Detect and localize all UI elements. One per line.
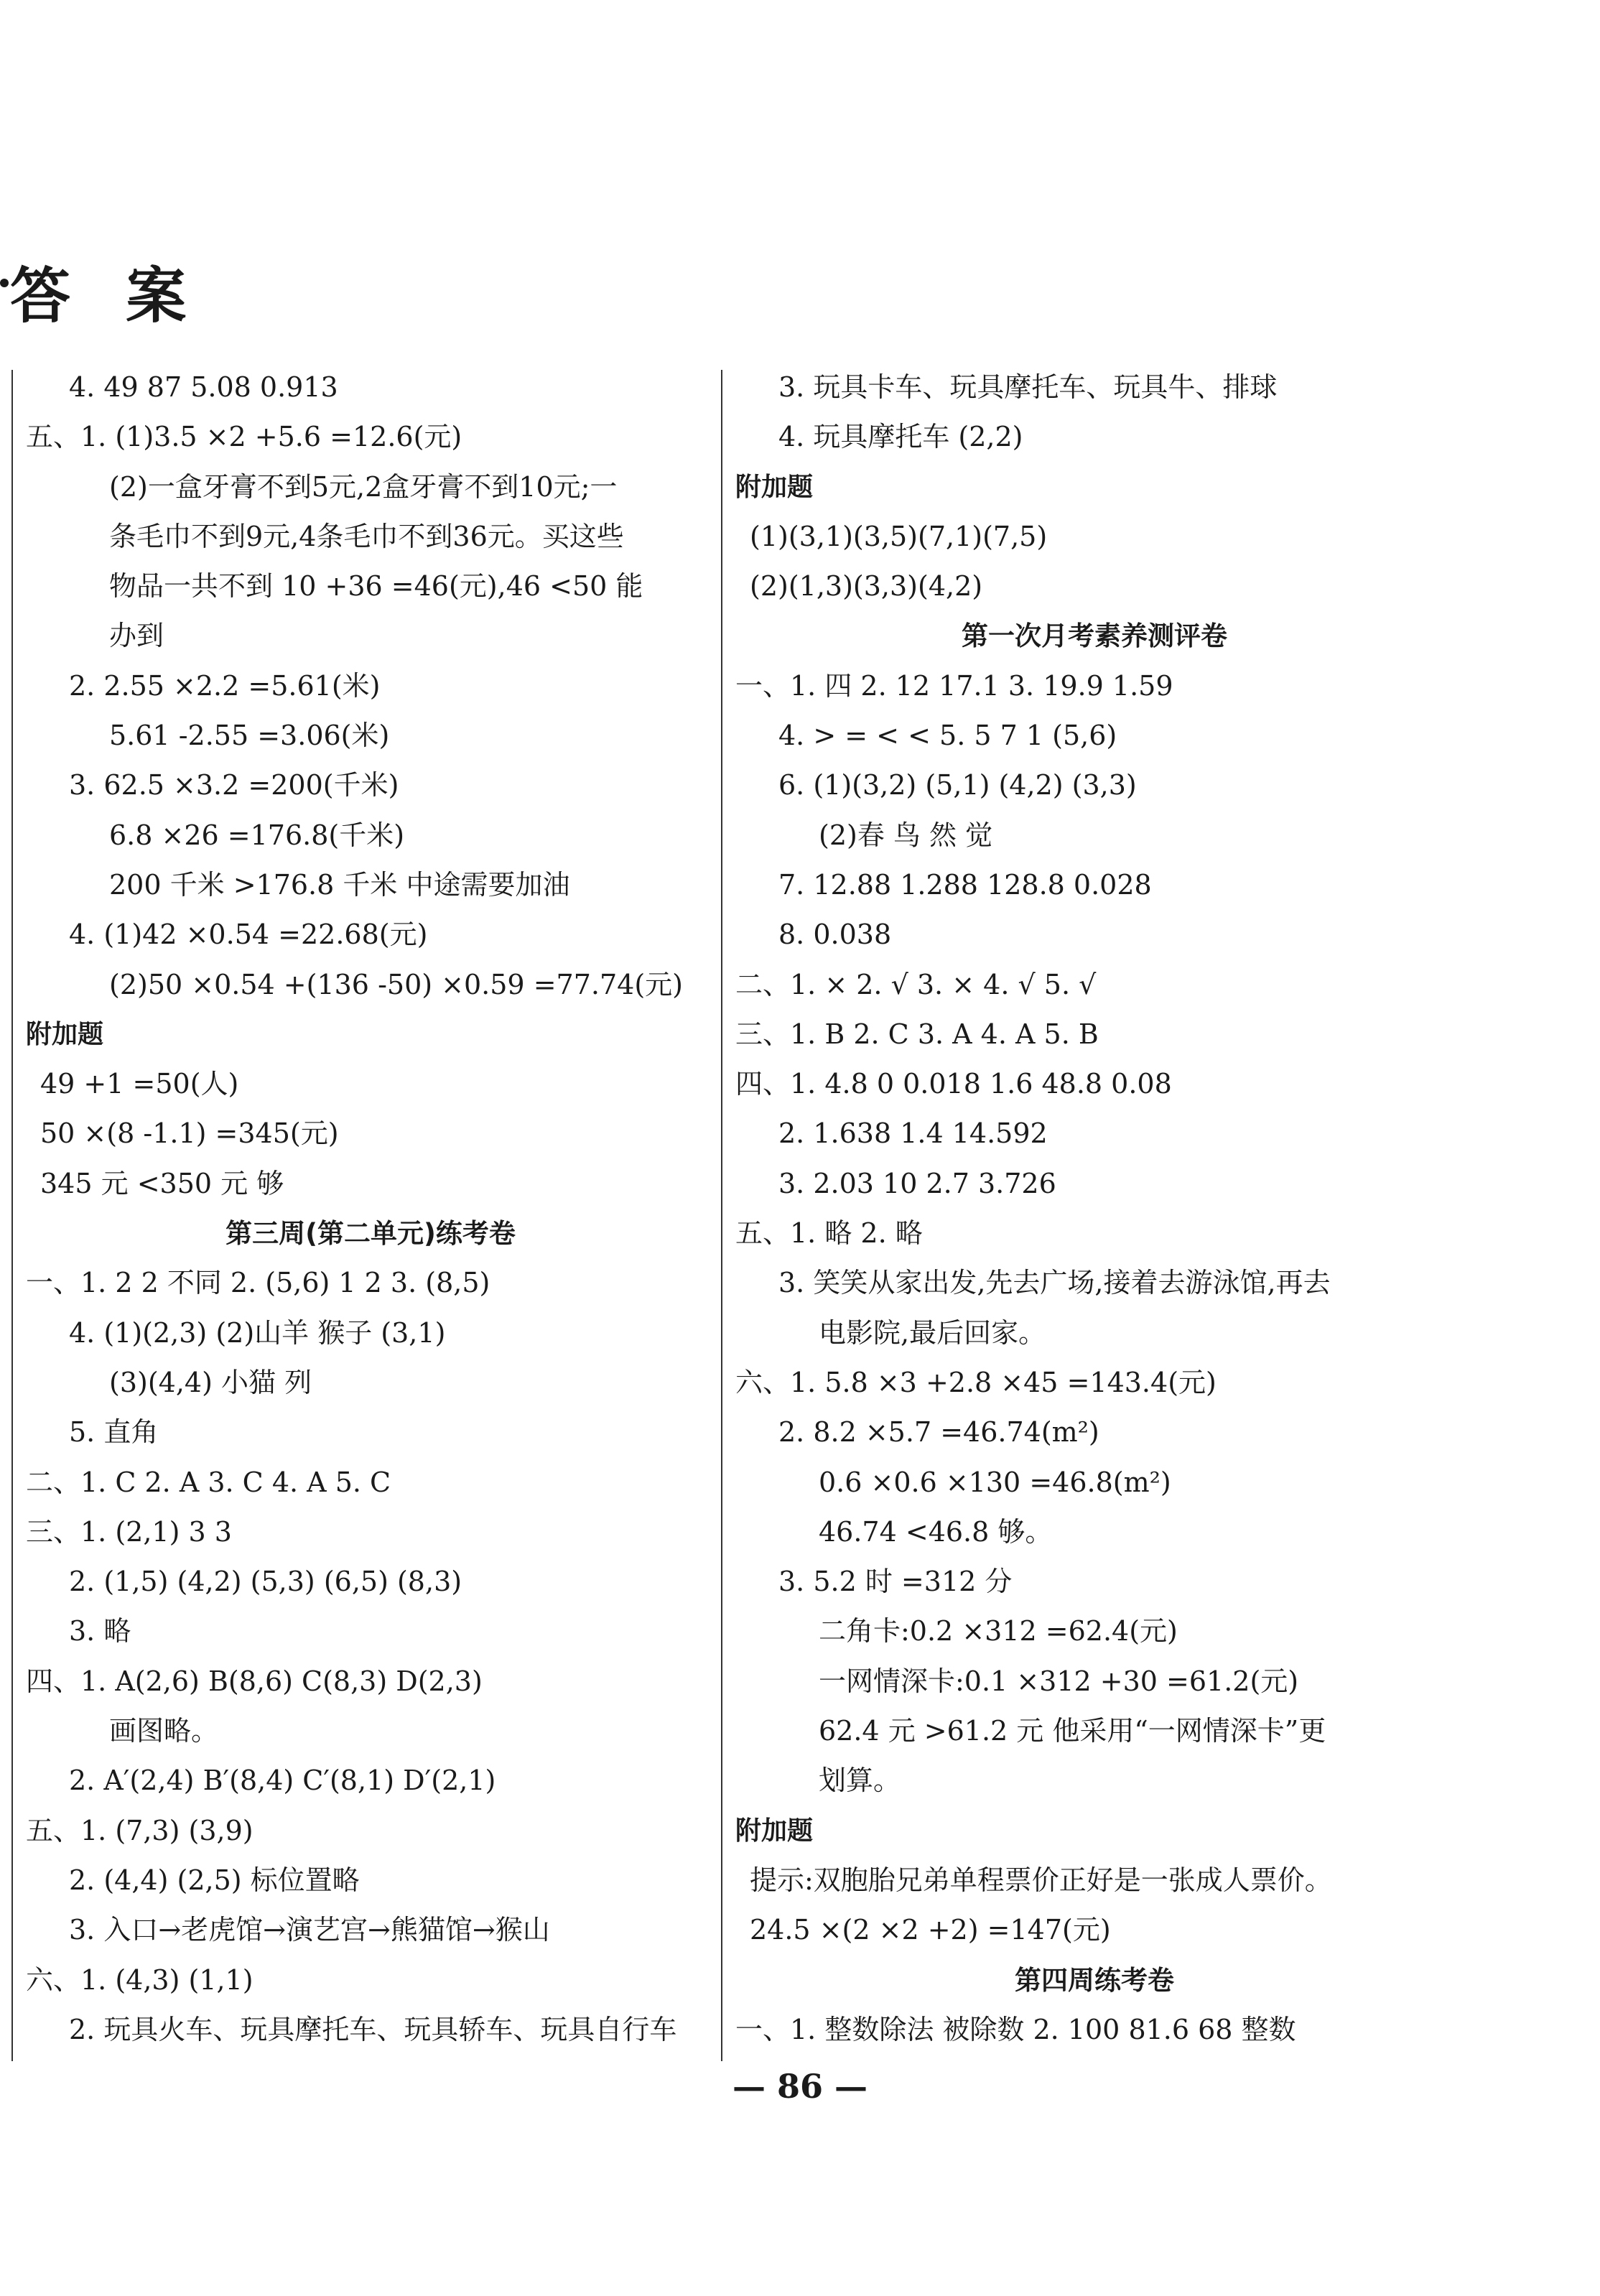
page-number: — 86 — [732, 2067, 868, 2106]
answer-line: 画图略。 [109, 1715, 219, 1747]
answer-line: 条毛巾不到9元,4条毛巾不到36元。买这些 [109, 520, 624, 552]
answer-line: 2. 2.55 ×2.2 =5.61(米) [69, 669, 381, 702]
answer-line: 2. A′(2,4) B′(8,4) C′(8,1) D′(2,1) [69, 1765, 496, 1797]
answer-line: 62.4 元 >61.2 元 他采用“一网情深卡”更 [819, 1715, 1326, 1747]
answer-line: 2. (1,5) (4,2) (5,3) (6,5) (8,3) [69, 1566, 462, 1598]
answer-line: 4. (1)(2,3) (2)山羊 猴子 (3,1) [69, 1316, 446, 1349]
answer-line: 二、1. C 2. A 3. C 4. A 5. C [26, 1466, 391, 1498]
answer-line: 50 ×(8 -1.1) =345(元) [40, 1117, 339, 1150]
answer-line: 4. 玩具摩托车 (2,2) [778, 421, 1023, 453]
answer-line: (2)50 ×0.54 +(136 -50) ×0.59 =77.74(元) [109, 968, 683, 1000]
answer-line: 200 千米 >176.8 千米 中途需要加油 [109, 868, 570, 901]
answer-line: 划算。 [819, 1765, 901, 1797]
answer-line: 2. (4,4) (2,5) 标位置略 [69, 1864, 360, 1896]
right-answer-column [735, 363, 1454, 2055]
answer-line: 五、1. (1)3.5 ×2 +5.6 =12.6(元) [26, 421, 462, 453]
answer-line: 二角卡:0.2 ×312 =62.4(元) [819, 1615, 1178, 1647]
answer-line: 4. > = < < 5. 5 7 1 (5,6) [778, 720, 1117, 752]
page-title: 答 案 [10, 260, 204, 331]
bonus-heading: 附加题 [26, 1019, 104, 1049]
answer-line: 0.6 ×0.6 ×130 =46.8(m²) [819, 1466, 1171, 1498]
section-heading: 第四周练考卷 [1015, 1964, 1174, 1996]
answer-line: 四、1. 4.8 0 0.018 1.6 48.8 0.08 [735, 1068, 1172, 1100]
answer-line: (2)春 鸟 然 觉 [819, 819, 993, 851]
title-bullet [0, 279, 9, 287]
answer-line: 二、1. × 2. √ 3. × 4. √ 5. √ [735, 968, 1097, 1000]
answer-line: 一、1. 整数除法 被除数 2. 100 81.6 68 整数 [735, 2013, 1296, 2045]
bonus-heading: 附加题 [735, 1816, 814, 1846]
answer-line: 7. 12.88 1.288 128.8 0.028 [778, 868, 1152, 901]
left-margin-rule [11, 370, 13, 2061]
answer-line: (3)(4,4) 小猫 列 [109, 1366, 312, 1398]
answer-line: (2)一盒牙膏不到5元,2盒牙膏不到10元;一 [109, 470, 618, 503]
answer-line: 3. 笑笑从家出发,先去广场,接着去游泳馆,再去 [778, 1267, 1331, 1299]
answer-line: 提示:双胞胎兄弟单程票价正好是一张成人票价。 [750, 1864, 1332, 1896]
answer-line: 3. 62.5 ×3.2 =200(千米) [69, 769, 399, 801]
answer-line: 六、1. (4,3) (1,1) [26, 1963, 254, 1996]
answer-line: 2. 1.638 1.4 14.592 [778, 1117, 1048, 1150]
answer-line: 一、1. 2 2 不同 2. (5,6) 1 2 3. (8,5) [26, 1267, 490, 1299]
column-divider [721, 370, 722, 2061]
answer-line: 三、1. B 2. C 3. A 4. A 5. B [735, 1018, 1099, 1050]
answer-line: 五、1. (7,3) (3,9) [26, 1814, 254, 1846]
answer-line: (1)(3,1)(3,5)(7,1)(7,5) [750, 520, 1048, 552]
answer-line: 49 +1 =50(人) [40, 1068, 239, 1100]
answer-line: 6.8 ×26 =176.8(千米) [109, 819, 405, 851]
answer-line: 3. 略 [69, 1615, 131, 1647]
answer-line: 2. 8.2 ×5.7 =46.74(m²) [778, 1416, 1099, 1449]
section-heading: 第三周(第二单元)练考卷 [225, 1218, 516, 1250]
answer-line: 5. 直角 [69, 1416, 159, 1449]
answer-line: 办到 [109, 620, 164, 652]
answer-line: 六、1. 5.8 ×3 +2.8 ×45 =143.4(元) [735, 1366, 1217, 1398]
answer-line: 8. 0.038 [778, 919, 892, 951]
answer-line: 3. 玩具卡车、玩具摩托车、玩具牛、排球 [778, 371, 1278, 403]
answer-line: 345 元 <350 元 够 [40, 1167, 284, 1199]
answer-line: 3. 入口→老虎馆→演艺宫→熊猫馆→猴山 [69, 1914, 550, 1946]
left-answer-column [26, 363, 715, 2055]
answer-line: 一、1. 四 2. 12 17.1 3. 19.9 1.59 [735, 669, 1173, 702]
answer-line: 6. (1)(3,2) (5,1) (4,2) (3,3) [778, 769, 1137, 801]
answer-line: 4. (1)42 ×0.54 =22.68(元) [69, 919, 428, 951]
answer-line: 电影院,最后回家。 [819, 1316, 1046, 1349]
answer-line: 物品一共不到 10 +36 =46(元),46 <50 能 [109, 570, 643, 603]
answer-line: 5.61 -2.55 =3.06(米) [109, 720, 390, 752]
answer-line: 46.74 <46.8 够。 [819, 1515, 1053, 1548]
answer-line: 五、1. 略 2. 略 [735, 1217, 923, 1250]
bonus-heading: 附加题 [735, 472, 814, 502]
answer-line: (2)(1,3)(3,3)(4,2) [750, 570, 983, 603]
answer-line: 四、1. A(2,6) B(8,6) C(8,3) D(2,3) [26, 1665, 483, 1697]
answer-line: 2. 玩具火车、玩具摩托车、玩具轿车、玩具自行车 [69, 2013, 677, 2045]
answer-line: 三、1. (2,1) 3 3 [26, 1515, 232, 1548]
answer-line: 3. 5.2 时 =312 分 [778, 1566, 1013, 1598]
answer-line: 24.5 ×(2 ×2 +2) =147(元) [750, 1914, 1111, 1946]
answer-line: 3. 2.03 10 2.7 3.726 [778, 1167, 1056, 1199]
answer-line: 一网情深卡:0.1 ×312 +30 =61.2(元) [819, 1665, 1299, 1697]
section-heading: 第一次月考素养测评卷 [962, 621, 1227, 652]
answer-line: 4. 49 87 5.08 0.913 [69, 371, 338, 403]
